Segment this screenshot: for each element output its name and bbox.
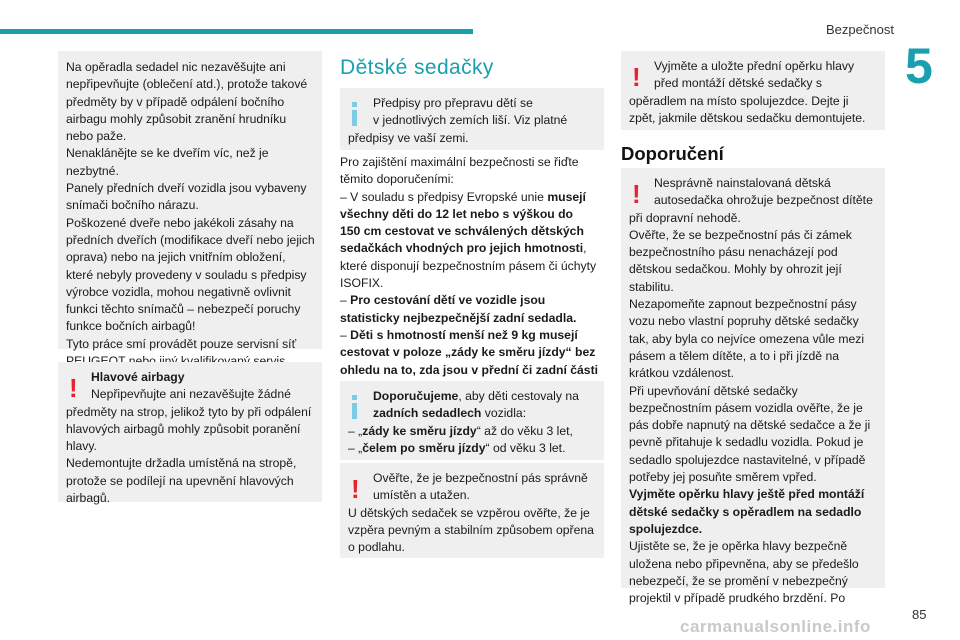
body-line: ISOFIX. [340, 276, 384, 291]
warning-line: potřeby jej posuňte směrem vpřed. [629, 470, 817, 485]
warning-line: pás dobře napnutý na dětské sedačce a že ji [629, 418, 871, 433]
body-line: – V souladu s předpisy Evropské unie musejí [340, 189, 586, 204]
warning-line: U dětských sedaček se vzpěrou ověřte, že je [348, 505, 590, 520]
warning-line: Při upevňování dětské sedačky [629, 383, 798, 398]
warning-line: Ověřte, že je bezpečnostní pás správně [373, 471, 588, 485]
warning-line: při dopravní nehodě. [629, 210, 741, 225]
note-line: nezbytné. [66, 163, 119, 178]
info-icon [352, 395, 357, 419]
note-line: Panely předních dveří vozidla jsou vybaveny [66, 181, 307, 196]
body-line: těmito doporučeními: [340, 172, 454, 187]
warning-icon: ! [632, 179, 641, 209]
note-line: Tyto práce smí provádět pouze servisní síť [66, 336, 297, 351]
warning-line: Nezapomeňte zapnout bezpečnostní pásy [629, 297, 857, 312]
warning-line: Nesprávně nainstalovaná dětská [654, 176, 831, 190]
body-line: statisticky nejbezpečnější zadní sedadla. [340, 310, 577, 325]
warning-line: airbagů. [66, 491, 111, 506]
warning-line: Nepřipevňujte ani nezavěšujte žádné [91, 387, 291, 402]
regulations-info [340, 88, 604, 150]
warning-line: předměty na strop, jelikož tyto by při odpálení [66, 404, 312, 419]
body-line: všechny děti do 12 let nebo s výškou do [340, 206, 573, 221]
info-icon [352, 102, 357, 126]
note-line: které nebyly provedeny v souladu s předpisy [66, 267, 307, 282]
warning-line: stabilitu. [629, 279, 674, 294]
warning-icon: ! [69, 373, 78, 403]
note-line: Poškozené dveře nebo jakékoli zásahy na [66, 215, 294, 230]
warning-line: sedadlo spolujezdce nastavitelné, v případě [629, 452, 866, 467]
note-line: Na opěradla sedadel nic nezavěšujte ani [66, 60, 286, 74]
note-line: snímači bočního nárazu. [66, 198, 199, 213]
note-line: funkce bočních airbagů! [66, 319, 196, 334]
warning-line: Nedemontujte držadla umístěná na stropě, [66, 456, 297, 471]
warning-line: tak, aby byla co nejvíce omezena vůle mezi [629, 331, 865, 346]
head-airbag-warning [58, 362, 322, 506]
body-line: – Děti s hmotností menší než 9 kg musejí [340, 327, 578, 342]
warning-line: bezpečnostního pásu nenacházejí pod [629, 245, 838, 260]
warning-icon: ! [351, 474, 360, 504]
warning-line: dětské sedačky s opěradlem na sedadlo [629, 504, 862, 519]
warning-line: hlavových airbagů mohly způsobit poranění [66, 421, 301, 436]
section-heading-child-seats: Dětské sedačky [340, 56, 494, 79]
warning-line: dětskou sedačkou. Mohly by ohrozit její [629, 262, 842, 277]
body-line: – Pro cestování dětí ve vozidle jsou [340, 293, 546, 308]
seatbelt-warning [340, 463, 604, 558]
note-line: nebo paže. [66, 129, 127, 144]
warning-line: hlavy. [66, 439, 97, 454]
headrest-warning [621, 51, 885, 130]
warning-line: autosedačka ohrožuje bezpečnost dítěte [654, 193, 873, 208]
warning-line: projektil v případě prudkého brzdění. Po [629, 591, 846, 606]
warning-line: umístěn a utažen. [373, 488, 470, 503]
warning-line: vzpěra pevným a stabilním způsobem opřena [348, 522, 594, 537]
body-line: ohledu na to, zda jsou v přední či zadní části [340, 362, 599, 377]
section-title: Bezpečnost [826, 22, 894, 37]
body-line: cestovat v poloze „zády ke směru jízdy“ bez [340, 345, 596, 360]
note-line: předměty by v případě odpálení bočního [66, 94, 285, 109]
warning-line: pásem a tělem dítěte, a to i při jízdě na [629, 348, 840, 363]
side-airbag-note [58, 51, 322, 349]
body-line: 150 cm cestovat ve schválených dětských [340, 224, 584, 239]
chapter-number: 5 [905, 38, 933, 94]
warning-title: Hlavové airbagy [91, 370, 185, 384]
info-line: Předpisy pro přepravu dětí se [373, 96, 533, 110]
warning-line: zpět, jakmile dětskou sedačku demontujete. [629, 110, 866, 125]
warning-line: Ujistěte se, že je opěrka hlavy bezpečně [629, 539, 848, 554]
warning-line: před montáží dětské sedačky s [654, 76, 823, 91]
body-line: které disponují bezpečnostním pásem či úchyty [340, 258, 597, 273]
note-line: předních dveřích (modifikace dveří nebo jejich [66, 232, 315, 247]
recommendation-info: Doporučujeme, aby děti cestovaly na zadních sedadlech vozidla: – „zády ke směru jízdy“ až do věku 3 let, – „čelem po směru jízdy“ od věku 3 let. [340, 381, 604, 460]
warning-icon: ! [632, 62, 641, 92]
warning-line: opěradlem na místo spolujezdce. Dejte ji [629, 93, 849, 108]
warning-line: o podlahu. [348, 540, 405, 555]
warning-line: bezpečnostním pásem vozidla ověřte, že je [629, 400, 863, 415]
warning-line: Ověřte, že se bezpečnostní pás či zámek [629, 227, 852, 242]
note-line: oprava) nebo na jejich vnitřním obložení, [66, 250, 286, 265]
warning-line: krátkou vzdálenost. [629, 366, 735, 381]
info-line: v jednotlivých zemích liší. Viz platné [373, 113, 568, 128]
info-line: předpisy ve vaší zemi. [348, 130, 469, 145]
note-line: funkci těchto snímačů – nebezpečí poruchy [66, 302, 301, 317]
warning-line: protože se podílejí na upevnění hlavových [66, 473, 294, 488]
header-accent-bar [0, 29, 473, 34]
warning-line: uložena nebo připevněna, aby se předešlo [629, 556, 859, 571]
warning-line: Vyjměte opěrku hlavy ještě před montáží [629, 487, 865, 502]
body-line: sedačkách vhodných pro jejich hmotnosti, [340, 241, 587, 256]
page-number: 85 [912, 607, 927, 622]
child-seat-body-text [340, 154, 608, 396]
warning-line: Vyjměte a uložte přední opěrku hlavy [654, 59, 855, 73]
warning-line: spolujezdce. [629, 521, 703, 536]
warning-line: nebezpečí, že se promění v nebezpečný [629, 573, 848, 588]
note-line: nepřipevňujte (oblečení atd.), protože takové [66, 77, 308, 92]
warning-line: vozu nebo vlastní popruhy dětské sedačky [629, 314, 859, 329]
note-line: výrobce vozidla, mohou negativně ovlivnit [66, 284, 291, 299]
note-line: Nenaklánějte se ke dveřím víc, než je [66, 146, 269, 161]
body-line: Pro zajištění maximální bezpečnosti se řiďte [340, 155, 579, 169]
section-heading-recommendations: Doporučení [621, 143, 724, 164]
installation-warning [621, 168, 885, 606]
warning-line: pevně přitahuje k sedadlu vozidla. Pokud je [629, 435, 864, 450]
note-line: airbagu mohly způsobit zranění hrudníku [66, 111, 287, 126]
watermark: carmanualsonline.info [680, 617, 871, 636]
